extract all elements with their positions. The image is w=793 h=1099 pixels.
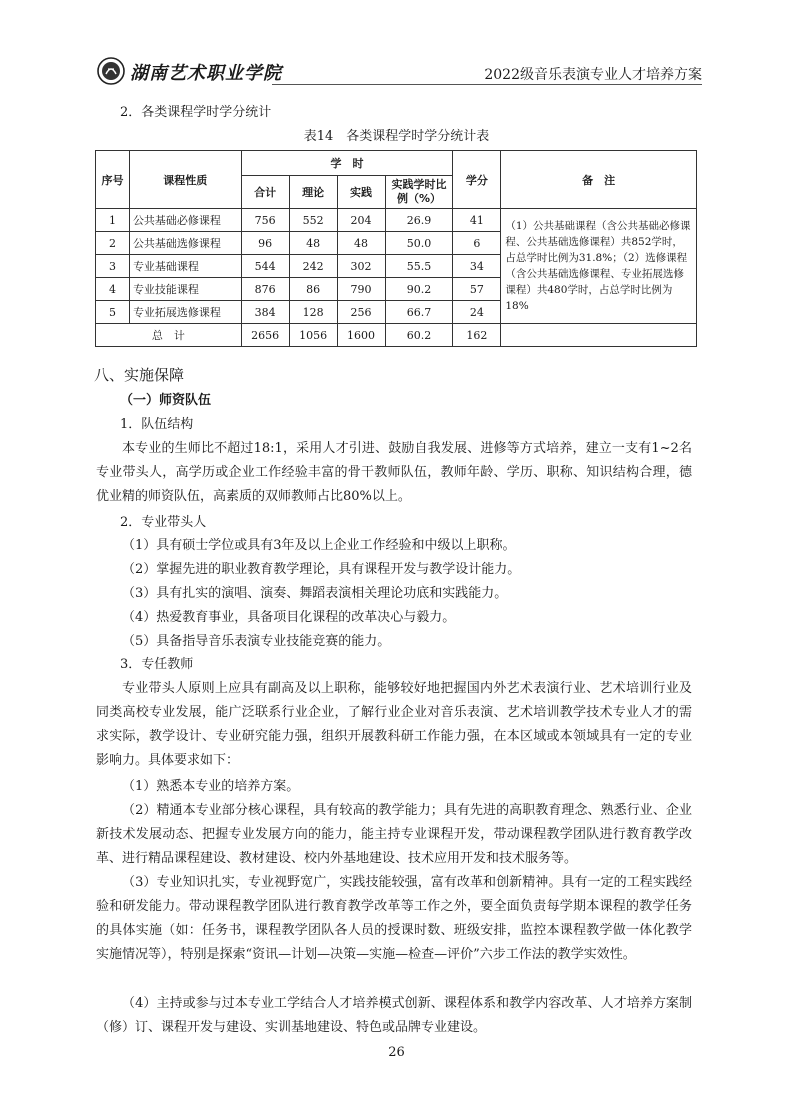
- total-ratio: 60.2: [385, 324, 453, 347]
- cell-nature: 专业拓展选修课程: [129, 301, 241, 324]
- cell-seq: 4: [96, 278, 130, 301]
- cell-seq: 2: [96, 232, 130, 255]
- header-practice-ratio: 实践学时比例（%）: [385, 176, 453, 209]
- list-item: （2）掌握先进的职业教育教学理论，具有课程开发与教学设计能力。: [122, 562, 521, 577]
- cell-credits: 6: [453, 232, 501, 255]
- cell-seq: 5: [96, 301, 130, 324]
- cell-credits: 24: [453, 301, 501, 324]
- total-practice: 1600: [337, 324, 385, 347]
- cell-practice: 790: [337, 278, 385, 301]
- cell-practice: 48: [337, 232, 385, 255]
- cell-total: 96: [241, 232, 289, 255]
- cell-ratio: 66.7: [385, 301, 453, 324]
- course-hours-table: [95, 150, 697, 347]
- school-logo-text: 湖南艺术职业学院: [130, 63, 282, 84]
- header-rule: [272, 84, 702, 85]
- cell-nature: 公共基础选修课程: [129, 232, 241, 255]
- subsection-heading: （一）师资队伍: [120, 393, 212, 408]
- list-item: （2）精通本专业部分核心课程，具有较高的教学能力；具有先进的高职教育理念、熟悉行业、企业新技术发展动态、把握专业发展方向的能力，能主持专业课程开发，带动课程教学团队进行教育教学改革、进行精品课程建设、教材建设、校内外基地建设、技术应用开发和技术服务等。: [96, 803, 692, 866]
- list-item: （3）专业知识扎实，专业视野宽广，实践技能较强，富有改革和创新精神。具有一定的工程实践经验和研发能力。带动课程教学团队进行教育教学改革等工作之外，要全面负责每学期本课程的教学任务的具体实施（如：任务书，课程教学团队各人员的授课时数、班级安排，监控本课程教学做一体化教学实施情况等），特别是探索“资讯—计划—决策—实施—检查—评价”六步工作法的教学实效性。: [96, 875, 692, 962]
- total-label: 总 计: [96, 324, 242, 347]
- cell-nature: 专业基础课程: [129, 255, 241, 278]
- cell-nature: 专业技能课程: [129, 278, 241, 301]
- cell-practice: 256: [337, 301, 385, 324]
- total-total: 2656: [241, 324, 289, 347]
- item-heading: 2．专业带头人: [120, 515, 207, 530]
- list-item: （3）具有扎实的演唱、演奏、舞蹈表演相关理论功底和实践能力。: [122, 586, 508, 601]
- list-item: （4）主持或参与过本专业工学结合人才培养模式创新、课程体系和教学内容改革、人才培养方案制（修）订、课程开发与建设、实训基地建设、特色或品牌专业建设。: [96, 996, 692, 1035]
- table-caption: 表14 各类课程学时学分统计表: [303, 129, 490, 144]
- page-number: 26: [388, 1045, 405, 1060]
- page-header: [96, 56, 702, 88]
- cell-nature: 公共基础必修课程: [129, 209, 241, 232]
- section-heading: 八、实施保障: [94, 366, 185, 384]
- school-logo-icon: [96, 56, 126, 86]
- cell-total: 876: [241, 278, 289, 301]
- header-notes: 备 注: [501, 151, 697, 209]
- cell-seq: 3: [96, 255, 130, 278]
- header-nature: 课程性质: [129, 151, 241, 209]
- cell-theory: 128: [289, 301, 337, 324]
- cell-theory: 242: [289, 255, 337, 278]
- paragraph: 专业带头人原则上应具有副高及以上职称，能够较好地把握国内外艺术表演行业、艺术培训行业及同类高校专业发展，能广泛联系行业企业，了解行业企业对音乐表演、艺术培训教学技术专业人才的需求实际，教学设计、专业研究能力强，组织开展教科研工作能力强，在本区域或本领域具有一定的专业影响力。具体要求如下：: [96, 681, 692, 768]
- cell-credits: 41: [453, 209, 501, 232]
- cell-ratio: 50.0: [385, 232, 453, 255]
- list-item: （1）熟悉本专业的培养方案。: [122, 779, 300, 794]
- header-seq: 序号: [96, 151, 130, 209]
- table-row: [96, 209, 697, 232]
- header-hours-group: 学 时: [241, 151, 453, 176]
- paragraph: 本专业的生师比不超过18:1，采用人才引进、鼓励自我发展、进修等方式培养，建立一支有1~2名专业带头人，高学历或企业工作经验丰富的骨干教师队伍，教师年龄、学历、职称、知识结构合理，德优业精的师资队伍，高素质的双师教师占比80%以上。: [96, 441, 692, 504]
- document-title: 2022级音乐表演专业人才培养方案: [484, 67, 702, 83]
- cell-credits: 34: [453, 255, 501, 278]
- item-heading: 1．队伍结构: [120, 417, 194, 432]
- list-item: （4）热爱教育事业，具备项目化课程的改革决心与毅力。: [122, 610, 456, 625]
- cell-seq: 1: [96, 209, 130, 232]
- cell-credits: 57: [453, 278, 501, 301]
- list-item: （1）具有硕士学位或具有3年及以上企业工作经验和中级以上职称。: [122, 538, 516, 553]
- cell-ratio: 90.2: [385, 278, 453, 301]
- table-header-row: [96, 151, 697, 176]
- cell-theory: 552: [289, 209, 337, 232]
- cell-ratio: 26.9: [385, 209, 453, 232]
- header-theory: 理论: [289, 176, 337, 209]
- cell-theory: 48: [289, 232, 337, 255]
- cell-total: 384: [241, 301, 289, 324]
- header-practice: 实践: [337, 176, 385, 209]
- cell-ratio: 55.5: [385, 255, 453, 278]
- cell-total: 756: [241, 209, 289, 232]
- cell-practice: 204: [337, 209, 385, 232]
- item-heading: 3．专任教师: [120, 657, 194, 672]
- table-total-row: [96, 324, 697, 347]
- header-credits: 学分: [453, 151, 501, 209]
- table-note: （1）公共基础课程（含公共基础必修课程、公共基础选修课程）共852学时，占总学时比例为31.8%；（2）选修课程（含公共基础选修课程、专业拓展选修课程）共480学时，占总学时比例为18%: [501, 209, 697, 324]
- total-theory: 1056: [289, 324, 337, 347]
- cell-theory: 86: [289, 278, 337, 301]
- total-credits: 162: [453, 324, 501, 347]
- cell-practice: 302: [337, 255, 385, 278]
- cell-total: 544: [241, 255, 289, 278]
- header-total: 合计: [241, 176, 289, 209]
- total-notes-empty: [501, 324, 697, 347]
- list-item: （5）具备指导音乐表演专业技能竞赛的能力。: [122, 634, 391, 649]
- section-intro: 2．各类课程学时学分统计: [120, 105, 272, 120]
